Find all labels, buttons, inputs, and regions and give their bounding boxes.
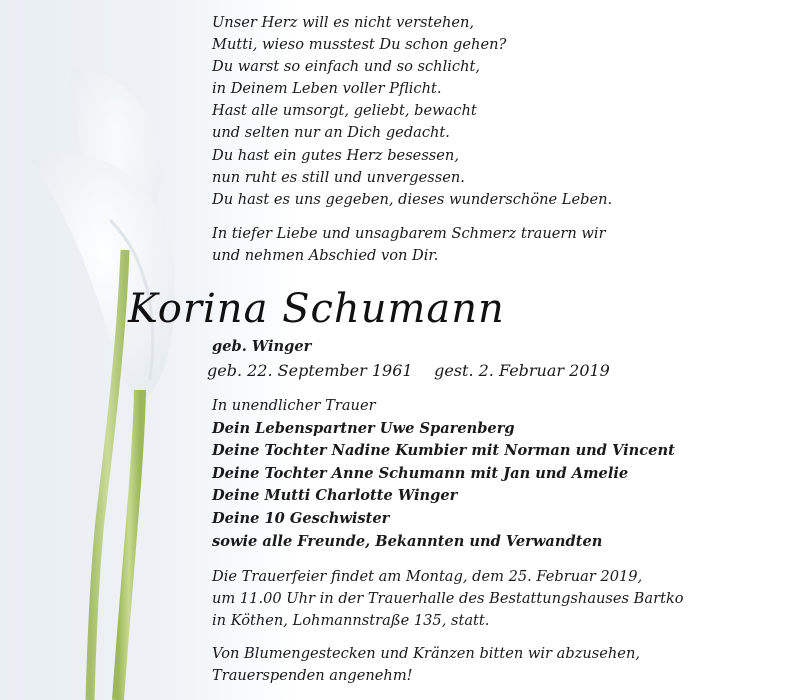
closing-note bbox=[212, 643, 640, 687]
poem-section bbox=[212, 12, 792, 267]
farewell-text bbox=[212, 223, 792, 267]
poem-line: nun ruht es still und unvergessen. bbox=[212, 168, 465, 186]
farewell-line: In tiefer Liebe und unsagbarem Schmerz trauern wir bbox=[212, 224, 606, 242]
ceremony-line: Die Trauerfeier findet am Montag, dem 25. Februar 2019, bbox=[212, 568, 643, 585]
poem-line: und selten nur an Dich gedacht. bbox=[212, 124, 450, 142]
closing-line: Von Blumengestecken und Kränzen bitten wir abzusehen, bbox=[212, 645, 640, 662]
poem-line: Hast alle umsorgt, geliebt, bewacht bbox=[212, 102, 477, 120]
death-date: gest. 2. Februar 2019 bbox=[434, 361, 610, 380]
ceremony-line: in Köthen, Lohmannstraße 135, statt. bbox=[212, 612, 490, 630]
ceremony-line: um 11.00 Uhr in der Trauerhalle des Bestattungshauses Bartko bbox=[212, 590, 684, 608]
mourner: Deine Tochter Nadine Kumbier mit Norman und Vincent bbox=[212, 442, 675, 460]
birth-date: geb. 22. September 1961 bbox=[207, 361, 413, 380]
mourner: Dein Lebenspartner Uwe Sparenberg bbox=[212, 419, 515, 437]
poem-line: Du warst so einfach und so schlicht, bbox=[212, 58, 480, 76]
mourners-list bbox=[212, 395, 675, 553]
ceremony-info bbox=[212, 566, 684, 632]
farewell-line: und nehmen Abschied von Dir. bbox=[212, 246, 439, 264]
closing-line: Trauerspenden angenehm! bbox=[212, 667, 413, 685]
mourning-intro: In unendlicher Trauer bbox=[212, 397, 376, 414]
life-dates bbox=[207, 361, 610, 380]
poem-line: in Deinem Leben voller Pflicht. bbox=[212, 80, 442, 98]
birth-name: geb. Winger bbox=[212, 338, 312, 355]
mourner: Deine 10 Geschwister bbox=[212, 509, 390, 527]
mourner: sowie alle Freunde, Bekannten und Verwandten bbox=[212, 532, 603, 550]
mourner: Deine Mutti Charlotte Winger bbox=[212, 487, 458, 505]
poem-line: Du hast es uns gegeben, dieses wunderschöne Leben. bbox=[212, 190, 613, 208]
poem-line: Unser Herz will es nicht verstehen, bbox=[212, 14, 475, 31]
poem bbox=[212, 12, 792, 211]
deceased-name: Korina Schumann bbox=[128, 286, 505, 332]
poem-line: Du hast ein gutes Herz besessen, bbox=[212, 146, 459, 164]
poem-line: Mutti, wieso musstest Du schon gehen? bbox=[212, 36, 507, 54]
mourner: Deine Tochter Anne Schumann mit Jan und Amelie bbox=[212, 464, 629, 482]
